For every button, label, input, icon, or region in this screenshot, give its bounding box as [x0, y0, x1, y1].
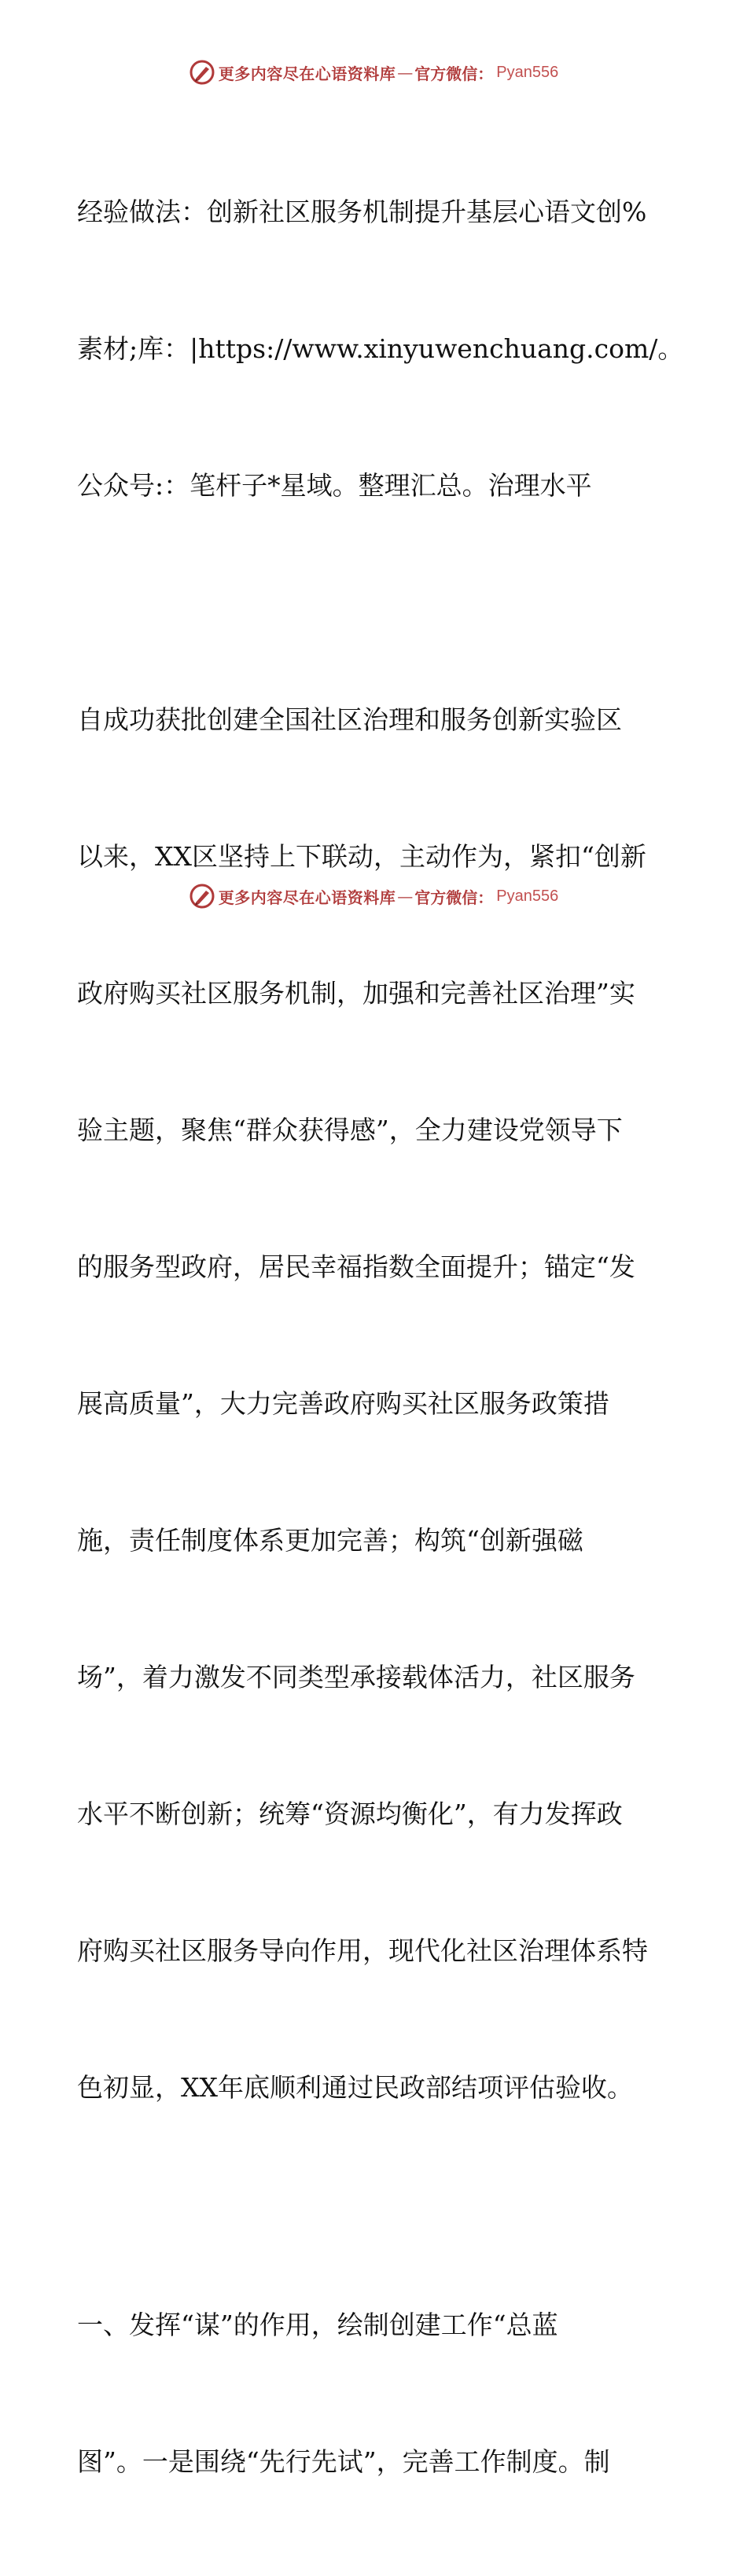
text-line: 展高质量”，大力完善政府购买社区服务政策措 [77, 1388, 609, 1419]
banner-text: 更多内容尽在心语资料库 [218, 887, 396, 907]
pen-logo-icon [189, 883, 215, 910]
wechat-label: 官方微信： [414, 64, 494, 83]
banner-separator: — [397, 887, 414, 906]
paragraph-intro [77, 606, 675, 2202]
pen-logo-icon [189, 59, 215, 86]
text-line: 素材;库：|https://www.xinyuwenchuang.com/。 [77, 333, 684, 364]
text-line: 图”。一是围绕“先行先试”，完善工作制度。制 [77, 2446, 610, 2477]
text-line: 施，责任制度体系更加完善；构筑“创新强磁 [77, 1525, 583, 1556]
text-line: 场”，着力激发不同类型承接载体活力，社区服务 [77, 1662, 635, 1692]
text-line: 以来，XX区坚持上下联动，主动作为，紧扣“创新 [77, 841, 646, 872]
text-line: 府购买社区服务导向作用，现代化社区治理体系特 [77, 1935, 648, 1966]
wechat-label: 官方微信： [414, 887, 494, 907]
text-line: 经验做法：创新社区服务机制提升基层心语文创% [77, 197, 647, 227]
document-body [77, 98, 684, 2576]
text-line: 政府购买社区服务机制，加强和完善社区治理”实 [77, 978, 635, 1009]
footer-banner [0, 880, 747, 912]
text-line: 色初显，XX年底顺利通过民政部结项评估验收。 [77, 2072, 633, 2103]
paragraph-section-one [77, 2211, 675, 2576]
header-banner [0, 57, 747, 88]
banner-text: 更多内容尽在心语资料库 [218, 64, 396, 83]
text-line: 公众号:：笔杆子*星域。整理汇总。治理水平 [77, 470, 592, 501]
wechat-id: Pyan556 [496, 887, 559, 905]
text-line: 的服务型政府，居民幸福指数全面提升；锚定“发 [77, 1251, 635, 1282]
banner-separator: — [397, 63, 414, 82]
wechat-id: Pyan556 [496, 63, 559, 81]
text-line: 自成功获批创建全国社区治理和服务创新实验区 [77, 704, 622, 735]
text-line: 水平不断创新；统筹“资源均衡化”，有力发挥政 [77, 1799, 623, 1829]
paragraph-title [77, 98, 684, 600]
text-line: 验主题，聚焦“群众获得感”，全力建设党领导下 [77, 1115, 623, 1145]
text-line: 一、发挥“谋”的作用，绘制创建工作“总蓝 [77, 2310, 558, 2340]
